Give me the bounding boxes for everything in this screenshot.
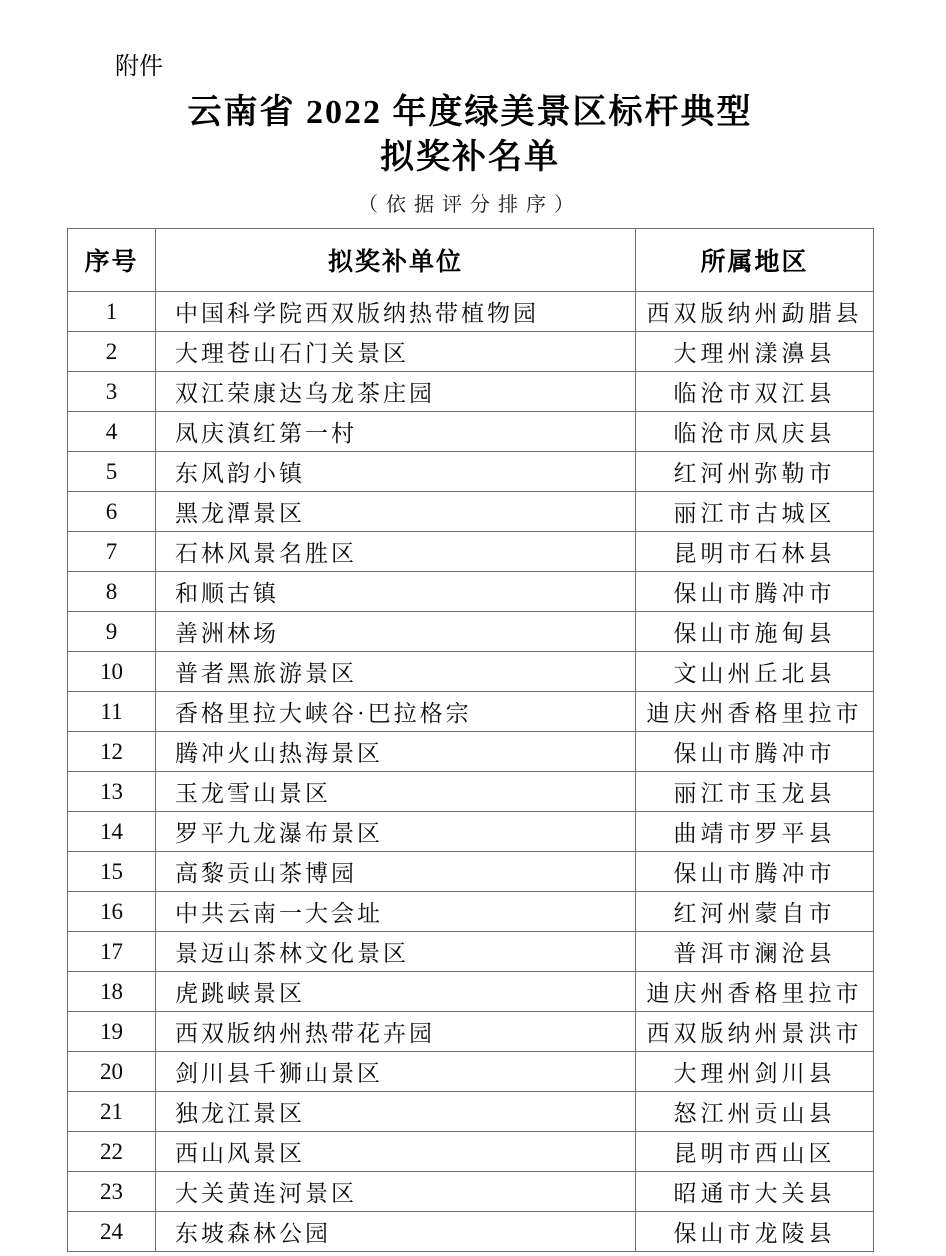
title-line-2: 拟奖补名单 [380, 139, 560, 176]
region-cell: 保山市腾冲市 [636, 732, 874, 772]
table-row [68, 692, 874, 732]
row-number-cell: 12 [68, 732, 156, 772]
region-cell: 保山市腾冲市 [636, 572, 874, 612]
unit-name-cell: 双江荣康达乌龙茶庄园 [156, 372, 636, 412]
row-number-cell: 7 [68, 532, 156, 572]
region-cell: 普洱市澜沧县 [636, 932, 874, 972]
region-cell: 临沧市双江县 [636, 372, 874, 412]
unit-name-cell: 高黎贡山茶博园 [156, 852, 636, 892]
region-cell: 丽江市古城区 [636, 492, 874, 532]
column-header-region: 所属地区 [636, 229, 874, 292]
region-cell: 保山市施甸县 [636, 612, 874, 652]
table-row [68, 812, 874, 852]
row-number-cell: 14 [68, 812, 156, 852]
unit-name-cell: 东风韵小镇 [156, 452, 636, 492]
table-body [68, 292, 874, 1252]
row-number-cell: 15 [68, 852, 156, 892]
region-cell: 红河州弥勒市 [636, 452, 874, 492]
row-number-cell: 22 [68, 1132, 156, 1172]
unit-name-cell: 西双版纳州热带花卉园 [156, 1012, 636, 1052]
row-number-cell: 3 [68, 372, 156, 412]
row-number-cell: 9 [68, 612, 156, 652]
title-line-1: 云南省 2022 年度绿美景区标杆典型 [187, 94, 753, 131]
table-row [68, 532, 874, 572]
table-row [68, 1212, 874, 1252]
row-number-cell: 5 [68, 452, 156, 492]
award-list-table [67, 228, 874, 1252]
table-row [68, 1172, 874, 1212]
attachment-label: 附件 [115, 53, 163, 80]
region-cell: 保山市龙陵县 [636, 1212, 874, 1252]
region-cell: 红河州蒙自市 [636, 892, 874, 932]
row-number-cell: 8 [68, 572, 156, 612]
region-cell: 文山州丘北县 [636, 652, 874, 692]
region-cell: 丽江市玉龙县 [636, 772, 874, 812]
row-number-cell: 10 [68, 652, 156, 692]
table-row [68, 1132, 874, 1172]
unit-name-cell: 东坡森林公园 [156, 1212, 636, 1252]
unit-name-cell: 虎跳峡景区 [156, 972, 636, 1012]
subtitle-sort-note: （依据评分排序） [358, 194, 582, 216]
row-number-cell: 20 [68, 1052, 156, 1092]
unit-name-cell: 中国科学院西双版纳热带植物园 [156, 292, 636, 332]
unit-name-cell: 罗平九龙瀑布景区 [156, 812, 636, 852]
region-cell: 临沧市凤庆县 [636, 412, 874, 452]
region-cell: 大理州剑川县 [636, 1052, 874, 1092]
unit-name-cell: 香格里拉大峡谷·巴拉格宗 [156, 692, 636, 732]
table-row [68, 1052, 874, 1092]
table-row [68, 892, 874, 932]
row-number-cell: 6 [68, 492, 156, 532]
table-row [68, 612, 874, 652]
unit-name-cell: 独龙江景区 [156, 1092, 636, 1132]
unit-name-cell: 西山风景区 [156, 1132, 636, 1172]
table-row [68, 452, 874, 492]
row-number-cell: 4 [68, 412, 156, 452]
unit-name-cell: 石林风景名胜区 [156, 532, 636, 572]
unit-name-cell: 黑龙潭景区 [156, 492, 636, 532]
table-row [68, 652, 874, 692]
table-row [68, 852, 874, 892]
region-cell: 西双版纳州勐腊县 [636, 292, 874, 332]
unit-name-cell: 普者黑旅游景区 [156, 652, 636, 692]
region-cell: 西双版纳州景洪市 [636, 1012, 874, 1052]
row-number-cell: 1 [68, 292, 156, 332]
unit-name-cell: 大理苍山石门关景区 [156, 332, 636, 372]
table-row [68, 932, 874, 972]
table-row [68, 732, 874, 772]
region-cell: 迪庆州香格里拉市 [636, 692, 874, 732]
region-cell: 昭通市大关县 [636, 1172, 874, 1212]
region-cell: 保山市腾冲市 [636, 852, 874, 892]
unit-name-cell: 玉龙雪山景区 [156, 772, 636, 812]
table-row [68, 972, 874, 1012]
table-row [68, 572, 874, 612]
table-row [68, 492, 874, 532]
row-number-cell: 21 [68, 1092, 156, 1132]
unit-name-cell: 景迈山茶林文化景区 [156, 932, 636, 972]
unit-name-cell: 腾冲火山热海景区 [156, 732, 636, 772]
table-row [68, 372, 874, 412]
column-header-no: 序号 [68, 229, 156, 292]
row-number-cell: 23 [68, 1172, 156, 1212]
unit-name-cell: 凤庆滇红第一村 [156, 412, 636, 452]
unit-name-cell: 大关黄连河景区 [156, 1172, 636, 1212]
region-cell: 大理州漾濞县 [636, 332, 874, 372]
region-cell: 迪庆州香格里拉市 [636, 972, 874, 1012]
row-number-cell: 24 [68, 1212, 156, 1252]
row-number-cell: 17 [68, 932, 156, 972]
region-cell: 昆明市石林县 [636, 532, 874, 572]
unit-name-cell: 中共云南一大会址 [156, 892, 636, 932]
table-row [68, 292, 874, 332]
table-row [68, 1092, 874, 1132]
table-row [68, 1012, 874, 1052]
column-header-unit: 拟奖补单位 [156, 229, 636, 292]
row-number-cell: 16 [68, 892, 156, 932]
row-number-cell: 18 [68, 972, 156, 1012]
unit-name-cell: 和顺古镇 [156, 572, 636, 612]
unit-name-cell: 剑川县千狮山景区 [156, 1052, 636, 1092]
region-cell: 昆明市西山区 [636, 1132, 874, 1172]
table-row [68, 772, 874, 812]
region-cell: 怒江州贡山县 [636, 1092, 874, 1132]
table-row [68, 412, 874, 452]
row-number-cell: 13 [68, 772, 156, 812]
row-number-cell: 2 [68, 332, 156, 372]
unit-name-cell: 善洲林场 [156, 612, 636, 652]
row-number-cell: 19 [68, 1012, 156, 1052]
row-number-cell: 11 [68, 692, 156, 732]
table-row [68, 332, 874, 372]
page-title [67, 90, 873, 180]
region-cell: 曲靖市罗平县 [636, 812, 874, 852]
table-header-row [68, 229, 874, 292]
